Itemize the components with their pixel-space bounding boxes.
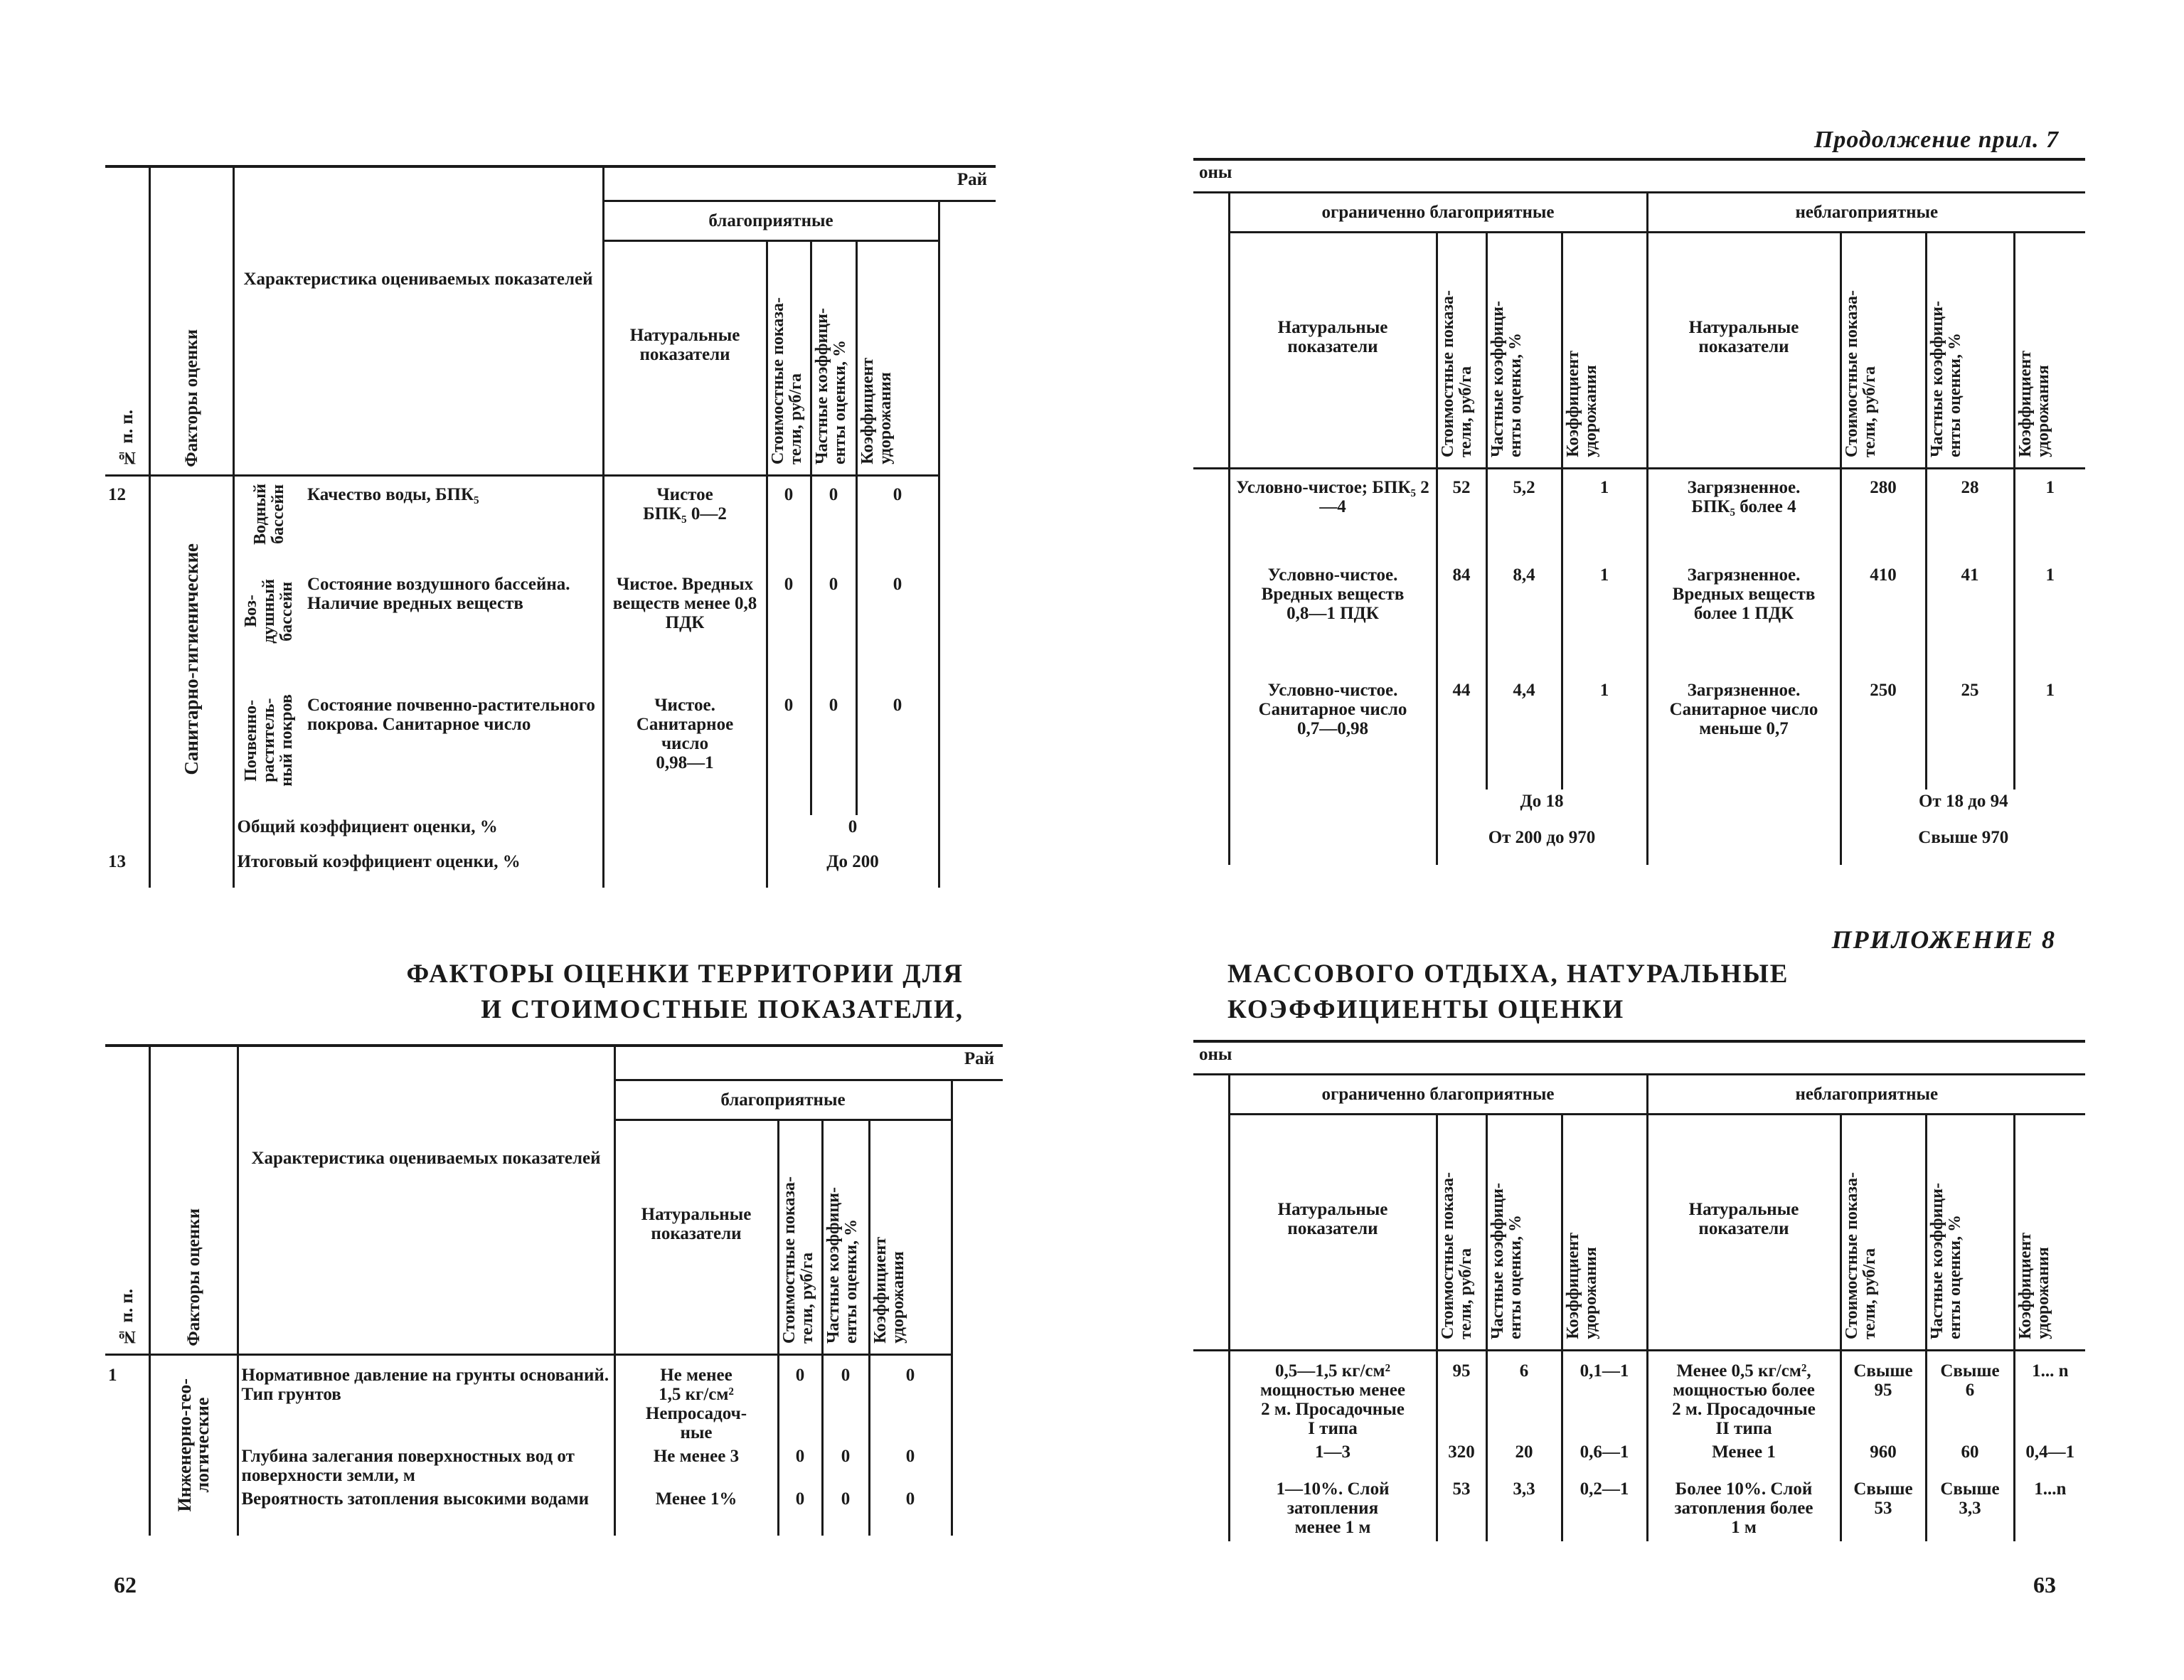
r1-cost-water: 52 bbox=[1437, 468, 1486, 563]
header-subgroup-2: благоприятные bbox=[614, 1080, 952, 1120]
coef-groundwater: 0 bbox=[869, 1445, 952, 1487]
header-cost-r4: Стоимостные показа- тели, руб/га bbox=[1842, 1171, 1879, 1339]
subgroup-unfavorable-2: неблагоприятные bbox=[1647, 1074, 2085, 1114]
group-continuation: оны bbox=[1193, 159, 2085, 192]
coef-flooding: 0 bbox=[869, 1487, 952, 1536]
char-flooding: Вероятность затопления высокими водами bbox=[238, 1487, 614, 1536]
r1-nat-water: Условно-чистое; БПК₅ 2—4 bbox=[1229, 468, 1437, 563]
r2-coef-air: 1 bbox=[2045, 565, 2055, 585]
header-factor-2: Факторы оценки bbox=[183, 1208, 203, 1346]
r2-nat-water: Загрязненное. БПК₅ более 4 bbox=[1647, 468, 1841, 563]
char-groundwater: Глубина залегания поверхностных вод от поверхности земли, м bbox=[238, 1445, 614, 1487]
final-coef-label: Итоговый коэффициент оценки, % bbox=[233, 845, 603, 888]
r2-cost-water: 280 bbox=[1841, 468, 1926, 563]
row-num-1: 1 bbox=[105, 1354, 149, 1536]
r4-coef-groundwater: 0,4—1 bbox=[2025, 1442, 2075, 1462]
coef-air: 0 bbox=[856, 575, 939, 693]
r2-general: От 18 до 94 bbox=[1918, 792, 2008, 811]
r4-coef-pressure: 1... n bbox=[2032, 1361, 2069, 1381]
char-water: Качество воды, БПК₅ bbox=[304, 475, 603, 575]
header-natural-r1: Натуральные показатели bbox=[1277, 317, 1388, 356]
r4-cost-groundwater: 960 bbox=[1841, 1440, 1926, 1477]
header-characteristic-2: Характеристика оцениваемых показателей bbox=[251, 1149, 601, 1169]
nat-flooding: Менее 1% bbox=[614, 1487, 778, 1536]
r2-part-soil: 25 bbox=[1926, 679, 2014, 790]
cost-groundwater: 0 bbox=[778, 1445, 822, 1487]
coef-soil-pressure: 0 bbox=[869, 1354, 952, 1445]
r4-part-pressure: Свыше 6 bbox=[1926, 1350, 2014, 1440]
row-num-13: 13 bbox=[105, 845, 149, 888]
cost-soil-pressure: 0 bbox=[778, 1354, 822, 1445]
subgroup-unfavorable: неблагоприятные bbox=[1647, 192, 2085, 232]
header-group-2: Рай bbox=[614, 1046, 1003, 1080]
header-natural-r3: Натуральные показатели bbox=[1277, 1199, 1388, 1238]
r2-part-air: 41 bbox=[1926, 563, 2014, 679]
header-cost-r2: Стоимостные показа- тели, руб/га bbox=[1842, 289, 1879, 457]
right-page bbox=[1092, 0, 2184, 1680]
running-head: Продолжение прил. 7 bbox=[1813, 127, 2059, 153]
header-num: № п. п. bbox=[117, 409, 137, 467]
general-coef-value: 0 bbox=[767, 815, 939, 845]
char-soil: Состояние почвенно-растительного покрова. Санитарное число bbox=[304, 693, 603, 815]
page-number-right: 63 bbox=[2033, 1572, 2056, 1597]
header-partial-r4: Частные коэффици- енты оценки, % bbox=[1927, 1182, 1964, 1339]
part-groundwater: 0 bbox=[822, 1445, 869, 1487]
r2-coef-soil: 1 bbox=[2045, 681, 2055, 700]
cost-air: 0 bbox=[767, 575, 811, 693]
title-right-half: МАССОВОГО ОТДЫХА, НАТУРАЛЬНЫЕ КОЭФФИЦИЕНТЫ ОЦЕНКИ bbox=[1227, 959, 1789, 1024]
part-flooding: 0 bbox=[822, 1487, 869, 1536]
right-table-top bbox=[1193, 158, 2085, 865]
r4-part-flooding: Свыше 3,3 bbox=[1926, 1477, 2014, 1541]
r1-part-air: 8,4 bbox=[1486, 563, 1562, 679]
left-table-top bbox=[105, 165, 996, 888]
r1-coef-air: 1 bbox=[1562, 563, 1647, 679]
header-natural-r4: Натуральные показатели bbox=[1688, 1199, 1799, 1238]
header-coef-r2: Коэффициент удорожания bbox=[2015, 350, 2052, 457]
header-natural: Натуральные показатели bbox=[629, 325, 740, 364]
header-coef: Коэффициент удорожания bbox=[858, 357, 895, 464]
header-coef-r3: Коэффициент удорожания bbox=[1563, 1232, 1600, 1339]
title-left-half: ФАКТОРЫ ОЦЕНКИ ТЕРРИТОРИИ ДЛЯ И СТОИМОСТНЫЕ ПОКАЗАТЕЛИ, bbox=[406, 959, 964, 1024]
r3-nat-pressure: 0,5—1,5 кг/см² мощностью менее 2 м. Просадочные I типа bbox=[1229, 1350, 1437, 1440]
group-continuation-2: оны bbox=[1193, 1041, 2085, 1074]
header-characteristic: Характеристика оцениваемых показателей bbox=[243, 270, 593, 289]
r4-cost-flooding: Свыше 53 bbox=[1841, 1477, 1926, 1541]
header-natural-r2: Натуральные показатели bbox=[1688, 317, 1799, 356]
header-cost-r1: Стоимостные показа- тели, руб/га bbox=[1438, 289, 1475, 457]
page-number-left: 62 bbox=[114, 1572, 137, 1597]
r1-nat-air: Условно-чистое. Вредных веществ 0,8—1 ПДК bbox=[1229, 563, 1437, 679]
r3-nat-flooding: 1—10%. Слой затопления менее 1 м bbox=[1229, 1477, 1437, 1541]
header-partial-2: Частные коэффици- енты оценки, % bbox=[824, 1186, 861, 1344]
r2-nat-air: Загрязненное. Вредных веществ более 1 ПДК bbox=[1647, 563, 1841, 679]
header-coef-r1: Коэффициент удорожания bbox=[1563, 350, 1600, 457]
r1-cost-air: 84 bbox=[1437, 563, 1486, 679]
header-factor: Факторы оценки bbox=[181, 329, 201, 467]
subfactor-air: Воз- душный бассейн bbox=[242, 579, 297, 644]
nat-soil: Чистое. Санитарное число 0,98—1 bbox=[603, 693, 767, 815]
subfactor-soil: Почвенно- раститель- ный покров bbox=[242, 694, 297, 787]
r4-cost-pressure: Свыше 95 bbox=[1841, 1350, 1926, 1440]
header-cost-r3: Стоимостные показа- тели, руб/га bbox=[1438, 1171, 1475, 1339]
cost-soil: 0 bbox=[767, 693, 811, 815]
header-coef-2: Коэффициент удорожания bbox=[870, 1236, 907, 1344]
r3-coef-groundwater: 0,6—1 bbox=[1562, 1440, 1647, 1477]
r4-coef-flooding: 1...n bbox=[2034, 1479, 2067, 1499]
char-air: Состояние воздушного бассейна. Наличие вредных веществ bbox=[304, 575, 603, 693]
header-num-2: № п. п. bbox=[117, 1288, 137, 1346]
r4-nat-groundwater: Менее 1 bbox=[1647, 1440, 1841, 1477]
cost-water: 0 bbox=[767, 475, 811, 575]
r1-general: До 18 bbox=[1437, 790, 1647, 822]
r3-cost-pressure: 95 bbox=[1437, 1350, 1486, 1440]
header-natural-2: Натуральные показатели bbox=[641, 1204, 752, 1243]
r2-coef-water: 1 bbox=[2045, 477, 2055, 497]
r3-cost-flooding: 53 bbox=[1437, 1477, 1486, 1541]
r1-part-water: 5,2 bbox=[1486, 468, 1562, 563]
r3-part-pressure: 6 bbox=[1486, 1350, 1562, 1440]
cost-flooding: 0 bbox=[778, 1487, 822, 1536]
header-partial: Частные коэффици- енты оценки, % bbox=[812, 307, 849, 464]
nat-water: Чистое БПК₅ 0—2 bbox=[603, 475, 767, 575]
r3-part-groundwater: 20 bbox=[1486, 1440, 1562, 1477]
factor-sanitary: Санитарно-гигиенические bbox=[180, 543, 202, 776]
r3-coef-flooding: 0,2—1 bbox=[1562, 1477, 1647, 1541]
subgroup-limited: ограниченно благоприятные bbox=[1229, 192, 1647, 232]
factor-geo: Инженерно-гео- логические bbox=[174, 1378, 213, 1512]
r2-nat-soil: Загрязненное. Санитарное число меньше 0,7 bbox=[1647, 679, 1841, 790]
r4-part-groundwater: 60 bbox=[1926, 1440, 2014, 1477]
r1-nat-soil: Условно-чистое. Санитарное число 0,7—0,98 bbox=[1229, 679, 1437, 790]
part-water: 0 bbox=[811, 475, 856, 575]
appendix-8-label: ПРИЛОЖЕНИЕ 8 bbox=[1831, 925, 2056, 954]
header-coef-r4: Коэффициент удорожания bbox=[2015, 1232, 2052, 1339]
r1-final: От 200 до 970 bbox=[1437, 822, 1647, 865]
left-table-bottom bbox=[105, 1044, 1003, 1536]
r1-coef-soil: 1 bbox=[1562, 679, 1647, 790]
subgroup-limited-2: ограниченно благоприятные bbox=[1229, 1074, 1647, 1114]
r3-coef-pressure: 0,1—1 bbox=[1562, 1350, 1647, 1440]
nat-groundwater: Не менее 3 bbox=[614, 1445, 778, 1487]
part-soil: 0 bbox=[811, 693, 856, 815]
r2-final: Свыше 970 bbox=[1918, 828, 2009, 847]
header-cost-2: Стоимостные показа- тели, руб/га bbox=[779, 1176, 816, 1344]
r3-cost-groundwater: 320 bbox=[1437, 1440, 1486, 1477]
coef-soil: 0 bbox=[856, 693, 939, 815]
nat-air: Чистое. Вредных веществ менее 0,8 ПДК bbox=[603, 575, 767, 693]
header-partial-r3: Частные коэффици- енты оценки, % bbox=[1488, 1182, 1525, 1339]
r2-cost-soil: 250 bbox=[1841, 679, 1926, 790]
r2-cost-air: 410 bbox=[1841, 563, 1926, 679]
final-coef-value: До 200 bbox=[767, 845, 939, 888]
r1-cost-soil: 44 bbox=[1437, 679, 1486, 790]
header-subgroup: благоприятные bbox=[603, 201, 939, 240]
part-soil-pressure: 0 bbox=[822, 1354, 869, 1445]
part-air: 0 bbox=[811, 575, 856, 693]
r4-nat-flooding: Более 10%. Слой затопления более 1 м bbox=[1647, 1477, 1841, 1541]
r1-coef-water: 1 bbox=[1562, 468, 1647, 563]
r1-part-soil: 4,4 bbox=[1486, 679, 1562, 790]
header-cost: Стоимостные показа- тели, руб/га bbox=[768, 297, 805, 464]
nat-soil-pressure: Не менее 1,5 кг/см² Непросадоч- ные bbox=[614, 1354, 778, 1445]
r3-nat-groundwater: 1—3 bbox=[1229, 1440, 1437, 1477]
header-group: Рай bbox=[603, 166, 996, 201]
subfactor-water: Водный бассейн bbox=[250, 483, 287, 545]
coef-water: 0 bbox=[856, 475, 939, 575]
header-partial-r2: Частные коэффици- енты оценки, % bbox=[1927, 300, 1964, 457]
right-table-bottom bbox=[1193, 1040, 2085, 1541]
header-partial-r1: Частные коэффици- енты оценки, % bbox=[1488, 300, 1525, 457]
general-coef-label: Общий коэффициент оценки, % bbox=[233, 815, 603, 845]
char-soil-pressure: Нормативное давление на грунты оснований. Тип грунтов bbox=[238, 1354, 614, 1445]
r4-nat-pressure: Менее 0,5 кг/см², мощностью более 2 м. Просадочные II типа bbox=[1647, 1350, 1841, 1440]
r3-part-flooding: 3,3 bbox=[1486, 1477, 1562, 1541]
row-num-12: 12 bbox=[105, 475, 149, 845]
r2-part-water: 28 bbox=[1926, 468, 2014, 563]
